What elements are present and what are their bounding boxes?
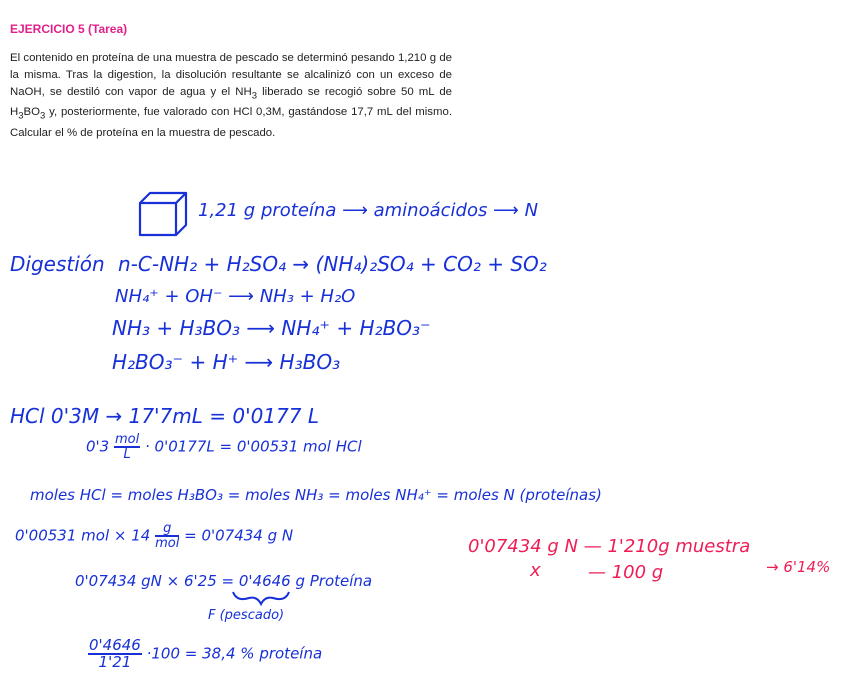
arrow-right-icon: → bbox=[766, 558, 784, 576]
nitrogen-mass-result: = 0'07434 g N bbox=[184, 526, 294, 545]
concentration-value: 0'3 bbox=[86, 437, 110, 456]
rule-of-three-x: x bbox=[530, 560, 541, 581]
exercise-title: EJERCICIO 5 (Tarea) bbox=[10, 22, 128, 36]
unit-denominator: mol bbox=[155, 536, 180, 551]
nitrogen-mass-line bbox=[15, 522, 293, 550]
protein-mass-line: 0'07434 gN × 6'25 = 0'4646 g Proteína bbox=[75, 572, 373, 590]
digestion-label: Digestión bbox=[10, 252, 105, 276]
percentage-line bbox=[88, 638, 322, 670]
problem-text-3: BO bbox=[23, 106, 40, 119]
nitrogen-mass-factor: 0'00531 mol × 14 bbox=[15, 526, 151, 545]
hcl-volume-line: HCl 0'3M → 17'7mL = 0'0177 L bbox=[10, 404, 319, 428]
unit-numerator: g bbox=[155, 522, 179, 537]
equation-3: NH₃ + H₃BO₃ ⟶ NH₄⁺ + H₂BO₃⁻ bbox=[112, 316, 431, 340]
rule-of-three-result bbox=[766, 558, 830, 576]
digestion-equation: n-C-NH₂ + H₂SO₄ → (NH₄)₂SO₄ + CO₂ + SO₂ bbox=[118, 252, 547, 276]
percentage-fraction bbox=[88, 638, 142, 670]
percentage-result: ·100 = 38,4 % proteína bbox=[146, 644, 323, 663]
rule-of-three-line-1: 0'07434 g N — 1'210g muestra bbox=[468, 536, 751, 557]
unit-numerator: mol bbox=[115, 432, 140, 447]
gram-per-mol-unit bbox=[155, 522, 179, 550]
mol-per-liter-unit bbox=[114, 433, 140, 461]
rule-result-value: 6'14% bbox=[783, 558, 831, 576]
hcl-moles-line bbox=[86, 433, 362, 461]
fraction-denominator: 1'21 bbox=[98, 653, 132, 671]
fraction-numerator: 0'4646 bbox=[89, 636, 141, 654]
brace-mark bbox=[233, 592, 289, 604]
equation-2: NH₄⁺ + OH⁻ ⟶ NH₃ + H₂O bbox=[115, 286, 356, 307]
unit-denominator: L bbox=[123, 447, 131, 462]
factor-label: F (pescado) bbox=[208, 608, 285, 623]
problem-text-4: y, posteriormente, fue valorado con HCl 0,3M, gastándose 17,7 mL del mismo. Calcular el % de proteína en la muestra de pescado. bbox=[10, 106, 452, 139]
moles-equivalence-line: moles HCl = moles H₃BO₃ = moles NH₃ = moles NH₄⁺ = moles N (proteínas) bbox=[30, 486, 602, 504]
subscript: 3 bbox=[40, 110, 46, 122]
hcl-moles-result: · 0'0177L = 0'00531 mol HCl bbox=[145, 437, 362, 456]
rule-of-three-line-2: — 100 g bbox=[588, 562, 664, 583]
subscript: 3 bbox=[18, 110, 24, 122]
equation-4: H₂BO₃⁻ + H⁺ ⟶ H₃BO₃ bbox=[112, 350, 341, 374]
protein-chain-line: 1,21 g proteína ⟶ aminoácidos ⟶ N bbox=[198, 200, 539, 221]
problem-text-2: liberado se recogió sobre 50 mL de H bbox=[10, 86, 452, 119]
subscript: 3 bbox=[251, 90, 258, 102]
problem-text-1: El contenido en proteína de una muestra de pescado se determinó pesando 1,210 g de la misma. Tras la digestion, la disolución resultante se alcalinizó con un exceso de NaOH, se destiló con vapor de agua y el NH bbox=[10, 52, 452, 98]
